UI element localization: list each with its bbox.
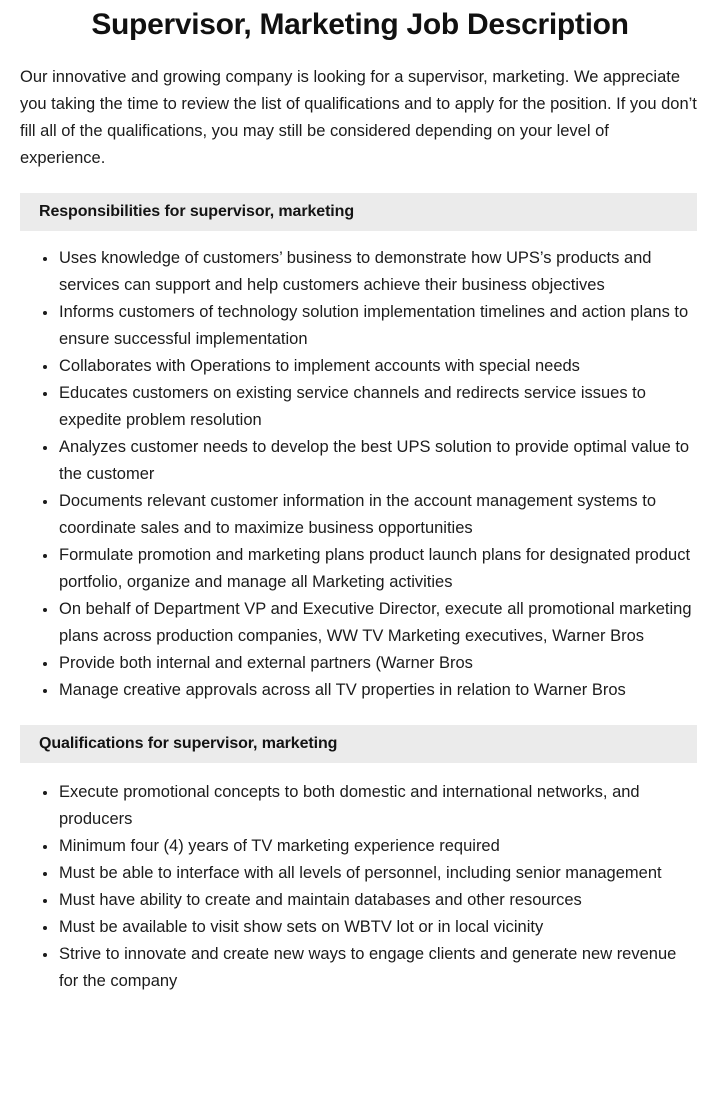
- list-item: Must have ability to create and maintain databases and other resources: [0, 887, 698, 914]
- section-header-qualifications: [20, 725, 697, 763]
- list-item: Analyzes customer needs to develop the best UPS solution to provide optimal value to the customer: [0, 434, 698, 488]
- list-item: Manage creative approvals across all TV properties in relation to Warner Bros: [0, 677, 698, 704]
- list-item: On behalf of Department VP and Executive Director, execute all promotional marketing plans across production companies, WW TV Marketing executives, Warner Bros: [0, 596, 698, 650]
- list-item: Must be able to interface with all levels of personnel, including senior management: [0, 860, 698, 887]
- list-item: Strive to innovate and create new ways to engage clients and generate new revenue for the company: [0, 941, 698, 995]
- section-qualifications: [0, 725, 720, 995]
- list-item: Collaborates with Operations to implement accounts with special needs: [0, 353, 698, 380]
- list-item: Documents relevant customer information in the account management systems to coordinate sales and to maximize business opportunities: [0, 488, 698, 542]
- section-responsibilities: [0, 193, 720, 704]
- section-heading-label: Qualifications for supervisor, marketing: [39, 735, 338, 752]
- list-item: Minimum four (4) years of TV marketing experience required: [0, 833, 698, 860]
- list-item: Informs customers of technology solution implementation timelines and action plans to ensure successful implementation: [0, 299, 698, 353]
- intro-paragraph: Our innovative and growing company is looking for a supervisor, marketing. We appreciate you taking the time to review the list of qualifications and to apply for the position. If you don’t fill all of the qualifications, you may still be considered depending on your level of experience.: [20, 68, 697, 167]
- section-heading-label: Responsibilities for supervisor, marketing: [39, 203, 355, 220]
- qualifications-list: [0, 763, 720, 995]
- section-header-responsibilities: [20, 193, 697, 231]
- list-item: Must be available to visit show sets on WBTV lot or in local vicinity: [0, 914, 698, 941]
- page-title: Supervisor, Marketing Job Description: [91, 8, 629, 41]
- responsibilities-list: [0, 231, 720, 704]
- list-item: Execute promotional concepts to both domestic and international networks, and producers: [0, 779, 698, 833]
- list-item: Uses knowledge of customers’ business to demonstrate how UPS’s products and services can support and help customers achieve their business objectives: [0, 245, 698, 299]
- list-item: Formulate promotion and marketing plans product launch plans for designated product portfolio, organize and manage all Marketing activities: [0, 542, 698, 596]
- list-item: Provide both internal and external partners (Warner Bros: [0, 650, 698, 677]
- list-item: Educates customers on existing service channels and redirects service issues to expedite problem resolution: [0, 380, 698, 434]
